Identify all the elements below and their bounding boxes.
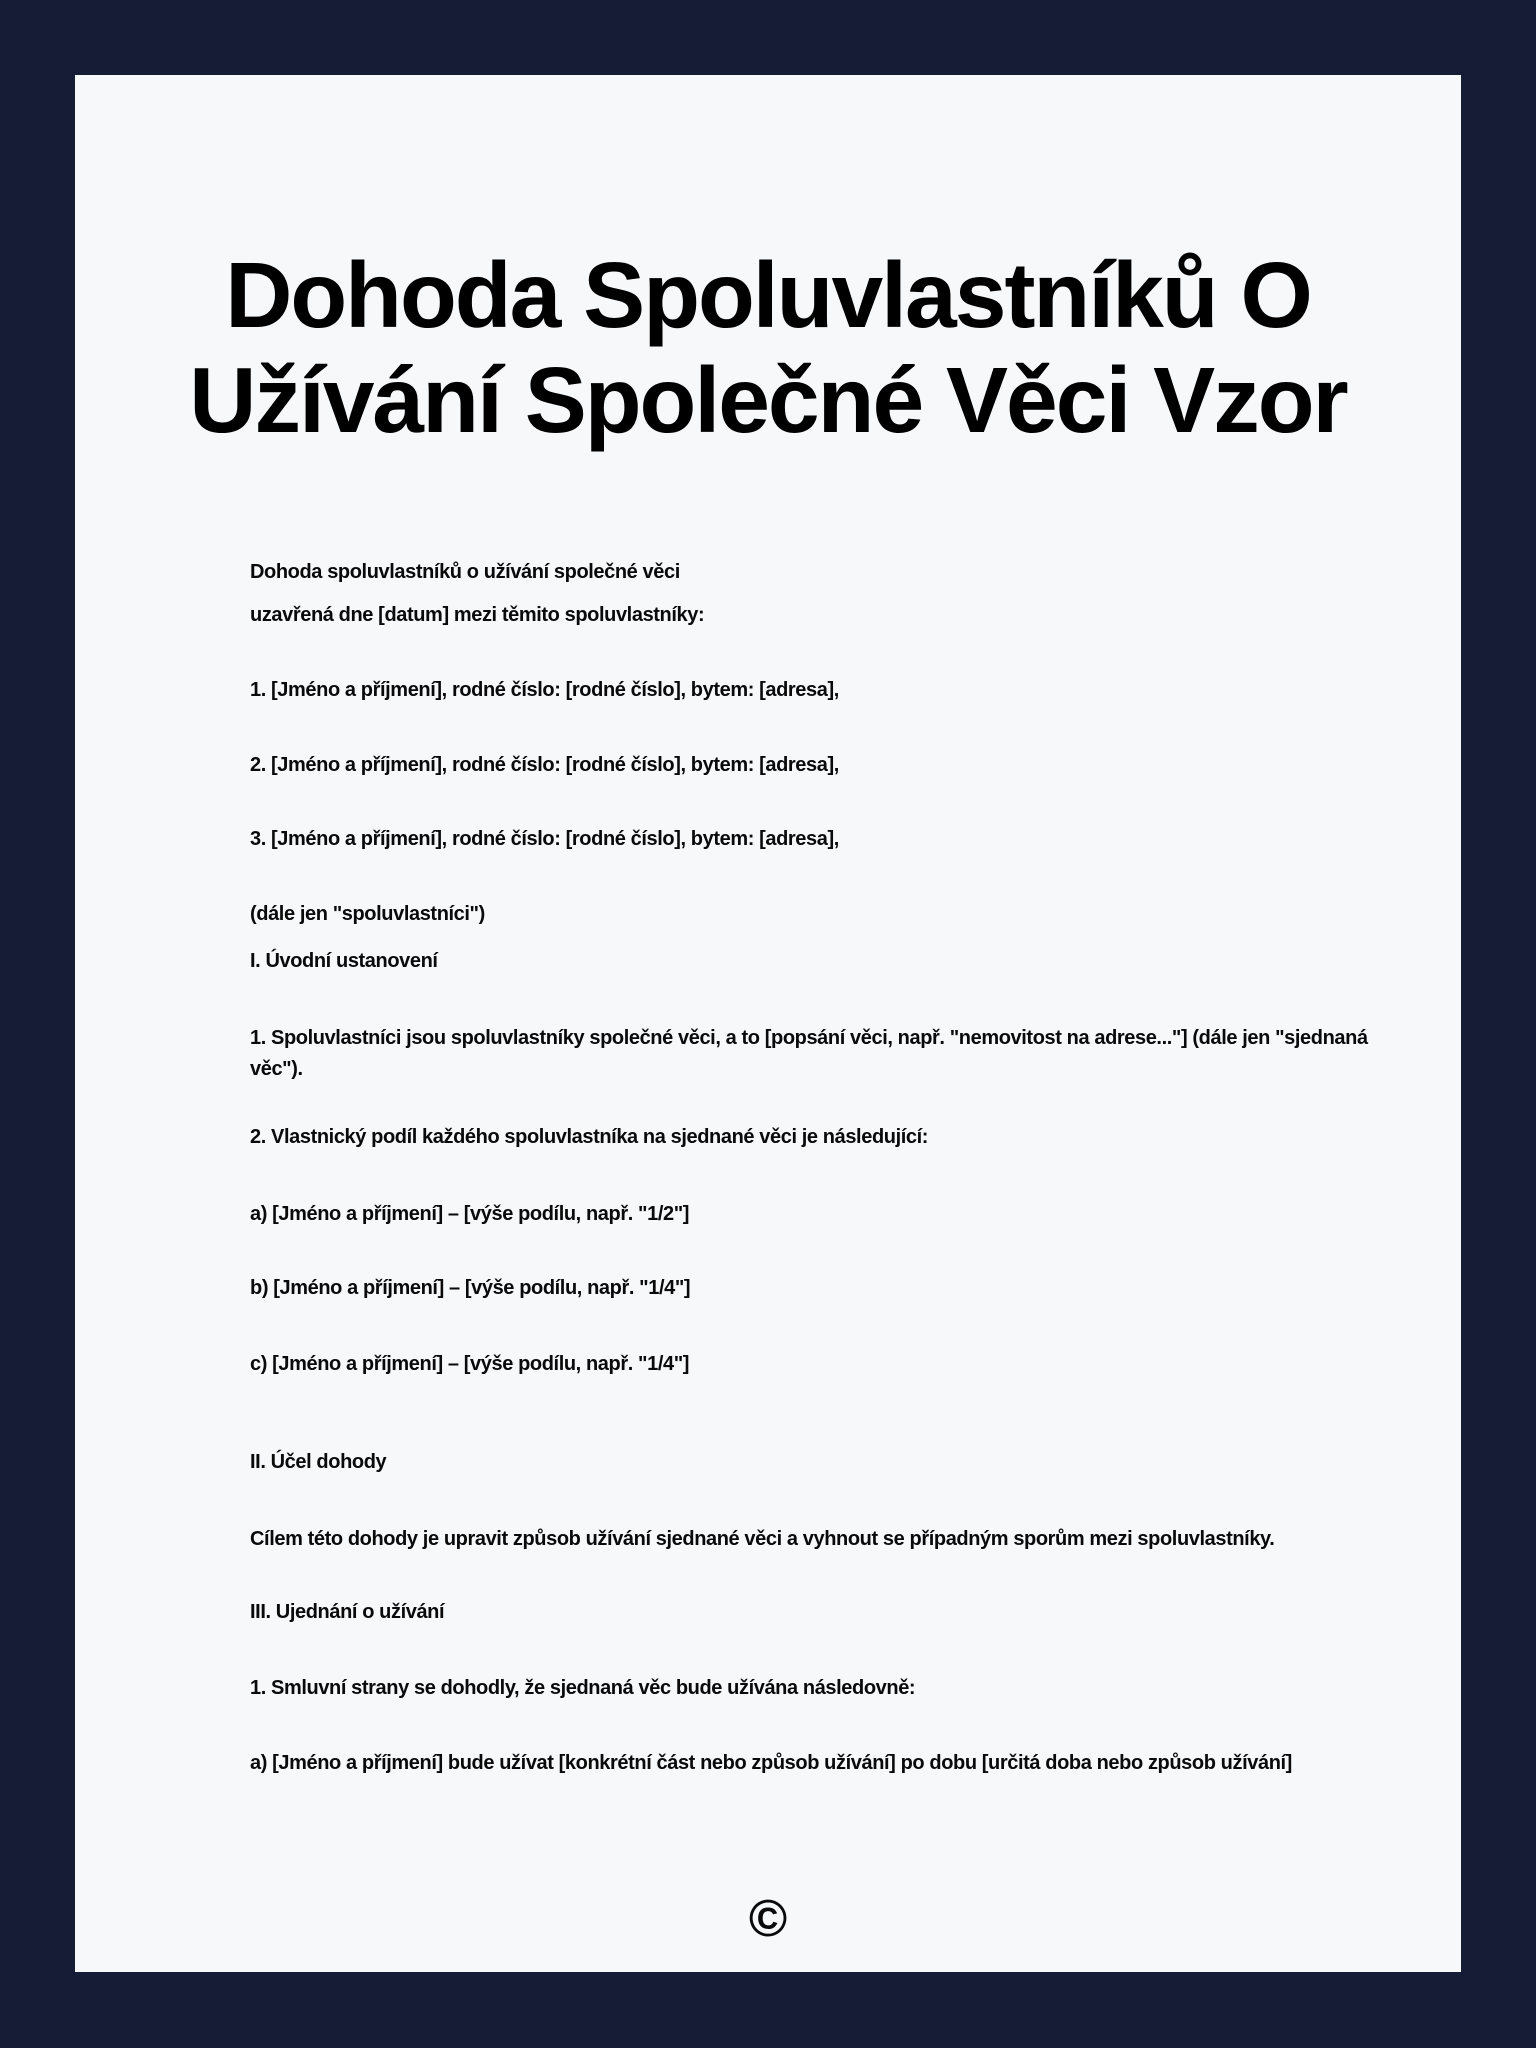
paragraph-share-b: b) [Jméno a příjmení] – [výše podílu, např. "1/4"] <box>250 1277 691 1299</box>
paragraph-share-c: c) [Jméno a příjmení] – [výše podílu, např. "1/4"] <box>250 1353 690 1375</box>
paragraph-section-i-item-1: 1. Spoluvlastníci jsou spoluvlastníky společné věci, a to [popsání věci, např. "nemovitost na adrese..."] (dále jen "sjednaná věc"). <box>250 1027 1368 1080</box>
heading-section-iii: III. Ujednání o užívání <box>250 1601 445 1623</box>
document-title-line-1: Dohoda Spoluvlastníků O <box>225 243 1311 347</box>
paragraph-agreement-heading: Dohoda spoluvlastníků o užívání společné věci <box>250 561 680 583</box>
paragraph-section-iii-item-1: 1. Smluvní strany se dohodly, že sjednaná věc bude užívána následovně: <box>250 1677 916 1699</box>
paragraph-section-ii-purpose: Cílem této dohody je upravit způsob užívání sjednané věci a vyhnout se případným sporům mezi spoluvlastníky. <box>250 1528 1275 1550</box>
document-title-line-2: Užívání Společné Věci Vzor <box>189 348 1347 452</box>
heading-section-i: I. Úvodní ustanovení <box>250 950 438 972</box>
document-title <box>75 243 1461 453</box>
heading-section-ii: II. Účel dohody <box>250 1451 387 1473</box>
paragraph-section-iii-use-a: a) [Jméno a příjmení] bude užívat [konkrétní část nebo způsob užívání] po dobu [určitá doba nebo způsob užívání] <box>250 1752 1292 1774</box>
copyright-icon: © <box>748 1890 788 1948</box>
paragraph-conclusion-date: uzavřená dne [datum] mezi těmito spoluvlastníky: <box>250 604 705 626</box>
paragraph-section-i-item-2: 2. Vlastnický podíl každého spoluvlastníka na sjednané věci je následující: <box>250 1126 929 1148</box>
paragraph-coowner-3: 3. [Jméno a příjmení], rodné číslo: [rodné číslo], bytem: [adresa], <box>250 828 839 850</box>
document-page <box>75 75 1461 1972</box>
paragraph-coowner-1: 1. [Jméno a příjmení], rodné číslo: [rodné číslo], bytem: [adresa], <box>250 679 839 701</box>
paragraph-coowners-alias: (dále jen "spoluvlastníci") <box>250 903 485 925</box>
paragraph-coowner-2: 2. [Jméno a příjmení], rodné číslo: [rodné číslo], bytem: [adresa], <box>250 754 839 776</box>
paragraph-share-a: a) [Jméno a příjmení] – [výše podílu, např. "1/2"] <box>250 1203 690 1225</box>
